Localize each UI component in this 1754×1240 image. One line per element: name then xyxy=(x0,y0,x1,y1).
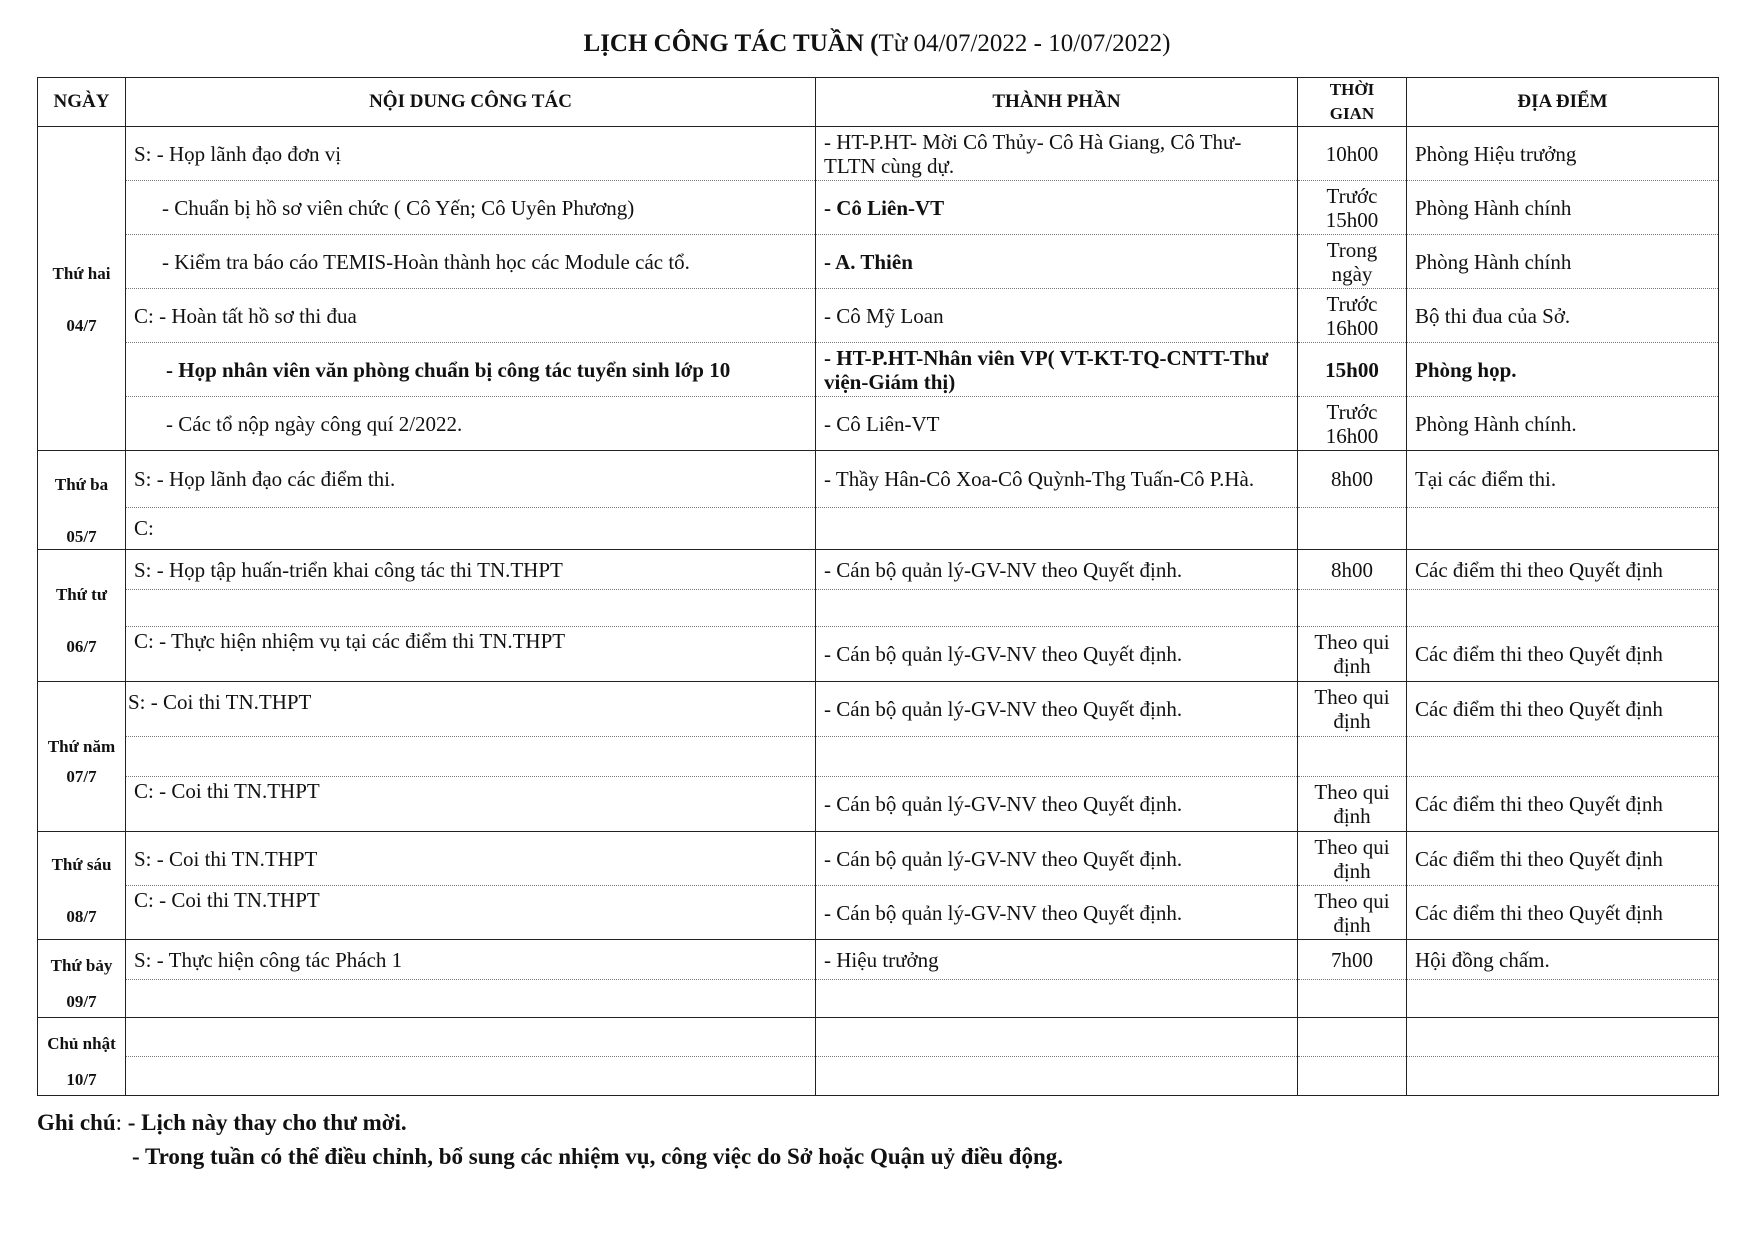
day-name: Thứ sáu xyxy=(51,854,112,874)
time-cell: Trước 15h00 xyxy=(1298,181,1407,235)
members-cell: - A. Thiên xyxy=(816,235,1298,289)
place-cell: Các điểm thi theo Quyết định xyxy=(1407,777,1719,832)
time-cell: Trong ngày xyxy=(1298,235,1407,289)
title-main: LỊCH CÔNG TÁC TUẦN ( xyxy=(583,30,879,57)
day-cell-monday xyxy=(38,127,126,451)
table-row xyxy=(38,343,1719,397)
notes-line-1: - Lịch này thay cho thư mời. xyxy=(122,1110,407,1135)
time-cell: 10h00 xyxy=(1298,127,1407,181)
members-cell: - Thầy Hân-Cô Xoa-Cô Quỳnh-Thg Tuấn-Cô P.Hà. xyxy=(816,451,1298,508)
content-cell: C: - Coi thi TN.THPT xyxy=(126,777,816,832)
place-cell: Các điểm thi theo Quyết định xyxy=(1407,550,1719,590)
day-name: Chủ nhật xyxy=(47,1033,116,1053)
content-cell: C: - Coi thi TN.THPT xyxy=(126,886,816,940)
table-row xyxy=(38,1018,1719,1057)
content-cell: - Họp nhân viên văn phòng chuẩn bị công tác tuyển sinh lớp 10 xyxy=(126,343,816,397)
time-cell xyxy=(1298,590,1407,627)
title-date-range: Từ 04/07/2022 - 10/07/2022) xyxy=(878,30,1171,57)
table-row xyxy=(38,777,1719,832)
time-cell: Trước 16h00 xyxy=(1298,397,1407,451)
members-cell: - Cán bộ quản lý-GV-NV theo Quyết định. xyxy=(816,777,1298,832)
day-cell-sunday xyxy=(38,1018,126,1096)
table-row xyxy=(38,550,1719,590)
day-cell-wednesday xyxy=(38,550,126,682)
day-date: 05/7 xyxy=(66,527,97,546)
place-cell xyxy=(1407,507,1719,549)
place-cell xyxy=(1407,590,1719,627)
members-cell xyxy=(816,1057,1298,1096)
table-row xyxy=(38,451,1719,508)
members-cell: - Cô Liên-VT xyxy=(816,181,1298,235)
header-members: THÀNH PHẦN xyxy=(816,78,1298,127)
content-cell: C: - Thực hiện nhiệm vụ tại các điểm thi TN.THPT xyxy=(126,627,816,682)
day-name: Thứ năm xyxy=(47,736,116,756)
place-cell: Các điểm thi theo Quyết định xyxy=(1407,682,1719,737)
place-cell xyxy=(1407,737,1719,777)
members-cell xyxy=(816,737,1298,777)
table-row xyxy=(38,289,1719,343)
notes-separator: : xyxy=(115,1110,123,1135)
members-cell xyxy=(816,1018,1298,1057)
members-cell: - Hiệu trưởng xyxy=(816,940,1298,980)
content-cell: - Kiểm tra báo cáo TEMIS-Hoàn thành học các Module các tổ. xyxy=(126,235,816,289)
content-cell xyxy=(126,1018,816,1057)
content-cell xyxy=(126,737,816,777)
place-cell xyxy=(1407,1018,1719,1057)
members-cell: - Cán bộ quản lý-GV-NV theo Quyết định. xyxy=(816,886,1298,940)
table-row xyxy=(38,181,1719,235)
time-cell: Theo qui định xyxy=(1298,627,1407,682)
place-cell: Các điểm thi theo Quyết định xyxy=(1407,627,1719,682)
time-cell: 8h00 xyxy=(1298,451,1407,508)
members-cell: - Cán bộ quản lý-GV-NV theo Quyết định. xyxy=(816,627,1298,682)
place-cell xyxy=(1407,1057,1719,1096)
time-cell: Theo qui định xyxy=(1298,832,1407,886)
members-cell: - HT-P.HT- Mời Cô Thủy- Cô Hà Giang, Cô Thư-TLTN cùng dự. xyxy=(816,127,1298,181)
table-row xyxy=(38,980,1719,1018)
content-cell xyxy=(126,590,816,627)
place-cell: Phòng họp. xyxy=(1407,343,1719,397)
time-cell xyxy=(1298,507,1407,549)
content-cell xyxy=(126,980,816,1018)
place-cell: Các điểm thi theo Quyết định xyxy=(1407,886,1719,940)
notes-line-2: - Trong tuần có thể điều chỉnh, bổ sung các nhiệm vụ, công việc do Sở hoặc Quận uỷ điều động. xyxy=(132,1144,1064,1169)
content-cell: S: - Họp tập huấn-triển khai công tác thi TN.THPT xyxy=(126,550,816,590)
day-cell-friday xyxy=(38,832,126,940)
day-name: Thứ tư xyxy=(55,584,108,604)
day-name: Thứ hai xyxy=(52,263,111,283)
day-date: 04/7 xyxy=(66,315,97,335)
content-cell: S: - Thực hiện công tác Phách 1 xyxy=(126,940,816,980)
day-name: Thứ bảy xyxy=(50,955,113,975)
day-cell-thursday xyxy=(38,682,126,832)
header-row xyxy=(38,78,1719,127)
place-cell: Bộ thi đua của Sở. xyxy=(1407,289,1719,343)
members-cell: - Cán bộ quản lý-GV-NV theo Quyết định. xyxy=(816,682,1298,737)
schedule-table xyxy=(37,77,1719,1096)
place-cell: Hội đồng chấm. xyxy=(1407,940,1719,980)
day-cell-saturday xyxy=(38,940,126,1018)
table-row xyxy=(38,832,1719,886)
place-cell: Phòng Hành chính xyxy=(1407,181,1719,235)
members-cell: - Cô Liên-VT xyxy=(816,397,1298,451)
members-cell xyxy=(816,980,1298,1018)
content-cell: S: - Họp lãnh đạo các điểm thi. xyxy=(126,451,816,508)
day-date: 09/7 xyxy=(66,991,97,1011)
table-row xyxy=(38,682,1719,737)
table-row xyxy=(38,627,1719,682)
time-cell xyxy=(1298,1057,1407,1096)
header-day: NGÀY xyxy=(38,78,126,127)
time-cell: 15h00 xyxy=(1298,343,1407,397)
place-cell: Phòng Hành chính xyxy=(1407,235,1719,289)
notes-section xyxy=(37,1110,1064,1169)
day-name: Thứ ba xyxy=(54,475,109,494)
table-row xyxy=(38,127,1719,181)
content-cell: C: - Hoàn tất hồ sơ thi đua xyxy=(126,289,816,343)
header-time: THỜI GIAN xyxy=(1298,78,1407,127)
table-row xyxy=(38,397,1719,451)
table-row xyxy=(38,235,1719,289)
place-cell: Các điểm thi theo Quyết định xyxy=(1407,832,1719,886)
time-cell: Theo qui định xyxy=(1298,682,1407,737)
content-cell: S: - Họp lãnh đạo đơn vị xyxy=(126,127,816,181)
time-cell: 8h00 xyxy=(1298,550,1407,590)
header-place: ĐỊA ĐIỂM xyxy=(1407,78,1719,127)
place-cell: Phòng Hành chính. xyxy=(1407,397,1719,451)
table-row xyxy=(38,507,1719,549)
content-cell: S: - Coi thi TN.THPT xyxy=(126,682,816,737)
time-cell: Theo qui định xyxy=(1298,886,1407,940)
table-row xyxy=(38,886,1719,940)
header-content: NỘI DUNG CÔNG TÁC xyxy=(126,78,816,127)
time-cell: Theo qui định xyxy=(1298,777,1407,832)
members-cell: - Cô Mỹ Loan xyxy=(816,289,1298,343)
time-cell: 7h00 xyxy=(1298,940,1407,980)
time-cell: Trước 16h00 xyxy=(1298,289,1407,343)
table-row xyxy=(38,1057,1719,1096)
table-row xyxy=(38,737,1719,777)
day-date: 07/7 xyxy=(66,766,97,786)
page-title xyxy=(0,30,1754,58)
content-cell: - Chuẩn bị hồ sơ viên chức ( Cô Yến; Cô Uyên Phương) xyxy=(126,181,816,235)
members-cell xyxy=(816,590,1298,627)
content-cell xyxy=(126,1057,816,1096)
day-date: 06/7 xyxy=(66,636,97,656)
place-cell: Phòng Hiệu trưởng xyxy=(1407,127,1719,181)
members-cell: - Cán bộ quản lý-GV-NV theo Quyết định. xyxy=(816,550,1298,590)
table-row xyxy=(38,940,1719,980)
members-cell: - Cán bộ quản lý-GV-NV theo Quyết định. xyxy=(816,832,1298,886)
day-cell-tuesday xyxy=(38,451,126,550)
members-cell xyxy=(816,507,1298,549)
time-cell xyxy=(1298,980,1407,1018)
content-cell: S: - Coi thi TN.THPT xyxy=(126,832,816,886)
day-date: 08/7 xyxy=(66,906,97,926)
members-cell: - HT-P.HT-Nhân viên VP( VT-KT-TQ-CNTT-Thư viện-Giám thị) xyxy=(816,343,1298,397)
table-row xyxy=(38,590,1719,627)
time-cell xyxy=(1298,1018,1407,1057)
time-cell xyxy=(1298,737,1407,777)
place-cell: Tại các điểm thi. xyxy=(1407,451,1719,508)
day-date: 10/7 xyxy=(66,1069,97,1089)
place-cell xyxy=(1407,980,1719,1018)
content-cell: - Các tổ nộp ngày công quí 2/2022. xyxy=(126,397,816,451)
notes-label: Ghi chú xyxy=(37,1110,116,1135)
content-cell: C: xyxy=(126,507,816,549)
